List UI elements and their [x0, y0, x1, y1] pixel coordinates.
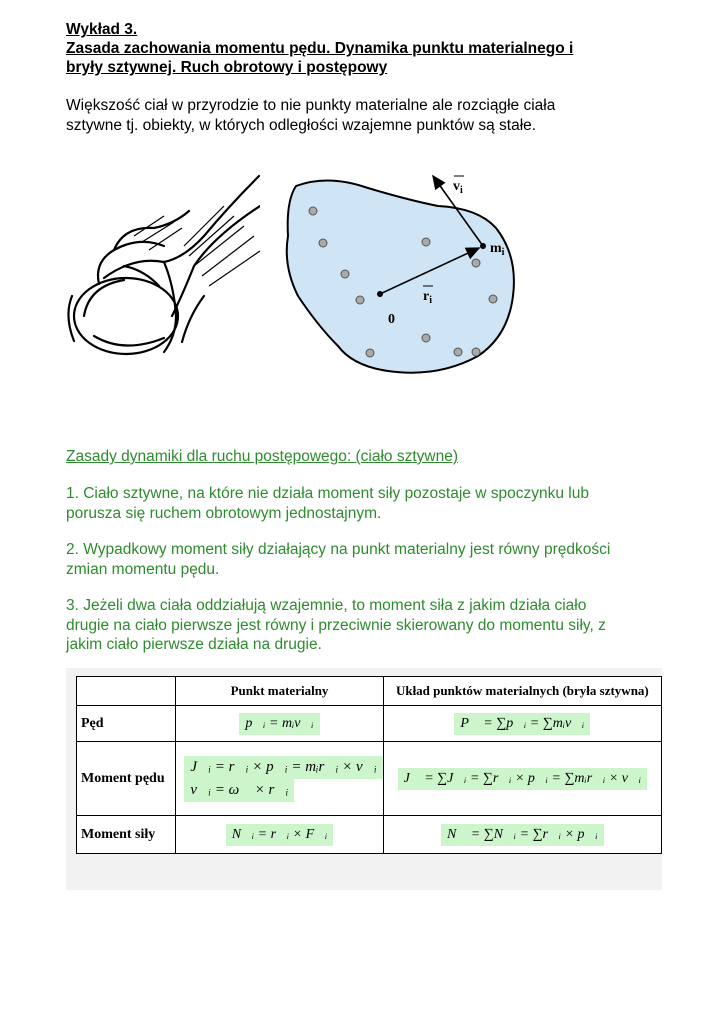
velocity-label: $v_i$: [453, 179, 463, 196]
table-header-point: Punkt materialny: [176, 677, 383, 706]
mass-point: [309, 207, 317, 215]
row-label-angular-momentum: Moment pędu: [77, 742, 176, 816]
formula: J⃗ = ∑J⃗ᵢ = ∑r⃗ᵢ × p⃗ᵢ = ∑mᵢr⃗ᵢ × v⃗ᵢ: [398, 768, 647, 790]
rule-line: zmian momentu pędu.: [66, 560, 220, 578]
cell-momentum-system: [383, 706, 661, 742]
lecture-title-line1: Zasada zachowania momentu pędu. Dynamika punktu materialnego i: [66, 40, 574, 57]
rigid-body-diagram: [268, 166, 540, 384]
dynamics-rule-2: [66, 540, 676, 579]
formula: v⃗ᵢ = ω⃗ × r⃗ᵢ: [184, 779, 294, 802]
hand-holding-egg-illustration: [64, 166, 260, 360]
dynamics-rule-3: [66, 596, 676, 655]
mass-point: [422, 334, 430, 342]
table-row: [77, 742, 662, 816]
formula: J⃗ᵢ = r⃗ᵢ × p⃗ᵢ = mᵢr⃗ᵢ × v⃗ᵢ: [184, 756, 382, 779]
rule-line: porusza się ruchem obrotowym jednostajnym.: [66, 504, 382, 522]
table-header-system: Układ punktów materialnych (bryła sztywna): [383, 677, 661, 706]
radius-label: $r_i$: [423, 289, 432, 306]
mass-point: [366, 349, 374, 357]
formula: N⃗ = ∑N⃗ᵢ = ∑r⃗ᵢ × p⃗ᵢ: [441, 824, 604, 846]
row-label-torque: Moment siły: [77, 816, 176, 854]
mass-point: [341, 270, 349, 278]
lecture-heading: [66, 20, 666, 77]
formula: p⃗ᵢ = mᵢv⃗ᵢ: [239, 713, 319, 735]
table-row: [77, 816, 662, 854]
rigid-body-shape: [287, 180, 514, 372]
formula-table-container: [66, 668, 662, 890]
formula: P⃗ = ∑p⃗ᵢ = ∑mᵢv⃗ᵢ: [454, 713, 590, 735]
rule-line: 3. Jeżeli dwa ciała oddziałują wzajemnie, to moment siła z jakim działa ciało: [66, 597, 587, 614]
rule-line: 1. Ciało sztywne, na które nie działa moment siły pozostaje w spoczynku lub: [66, 485, 589, 502]
cell-torque-point: [176, 816, 383, 854]
mass-point: [472, 259, 480, 267]
mass-point: [319, 239, 327, 247]
mass-point: [356, 296, 364, 304]
table-row: [77, 706, 662, 742]
formula: N⃗ᵢ = r⃗ᵢ × F⃗ᵢ: [226, 824, 334, 846]
mass-point: [472, 348, 480, 356]
mass-point: [454, 348, 462, 356]
cell-torque-system: [383, 816, 661, 854]
lecture-title-line2: bryły sztywnej. Ruch obrotowy i postępowy: [66, 59, 388, 76]
origin-label: 0: [388, 312, 395, 327]
rule-line: drugie na ciało pierwsze jest równy i przeciwnie skierowany do momentu siły, z: [66, 616, 606, 634]
dynamics-section-title: Zasady dynamiki dla ruchu postępowego: (ciało sztywne): [66, 448, 458, 465]
row-label-momentum: Pęd: [77, 706, 176, 742]
lecture-number: Wykład 3.: [66, 21, 138, 38]
mass-label: $m_i$: [490, 241, 505, 258]
rule-line: 2. Wypadkowy moment siły działający na punkt materialny jest równy prędkości: [66, 541, 611, 558]
intro-line2: sztywne tj. obiekty, w których odległości wzajemne punktów są stałe.: [66, 117, 537, 134]
rule-line: jakim ciało pierwsze działa na drugie.: [66, 636, 322, 653]
cell-angular-momentum-system: [383, 742, 661, 816]
dynamics-rule-1: [66, 484, 676, 523]
cell-angular-momentum-point: [176, 742, 383, 816]
intro-paragraph: [66, 96, 666, 136]
mass-point: [489, 295, 497, 303]
intro-line1: Większość ciał w przyrodzie to nie punkty materialne ale rozciągłe ciała: [66, 97, 556, 114]
mass-point: [422, 238, 430, 246]
formula-table: [76, 676, 662, 854]
table-corner-cell: [77, 677, 176, 706]
cell-momentum-point: [176, 706, 383, 742]
